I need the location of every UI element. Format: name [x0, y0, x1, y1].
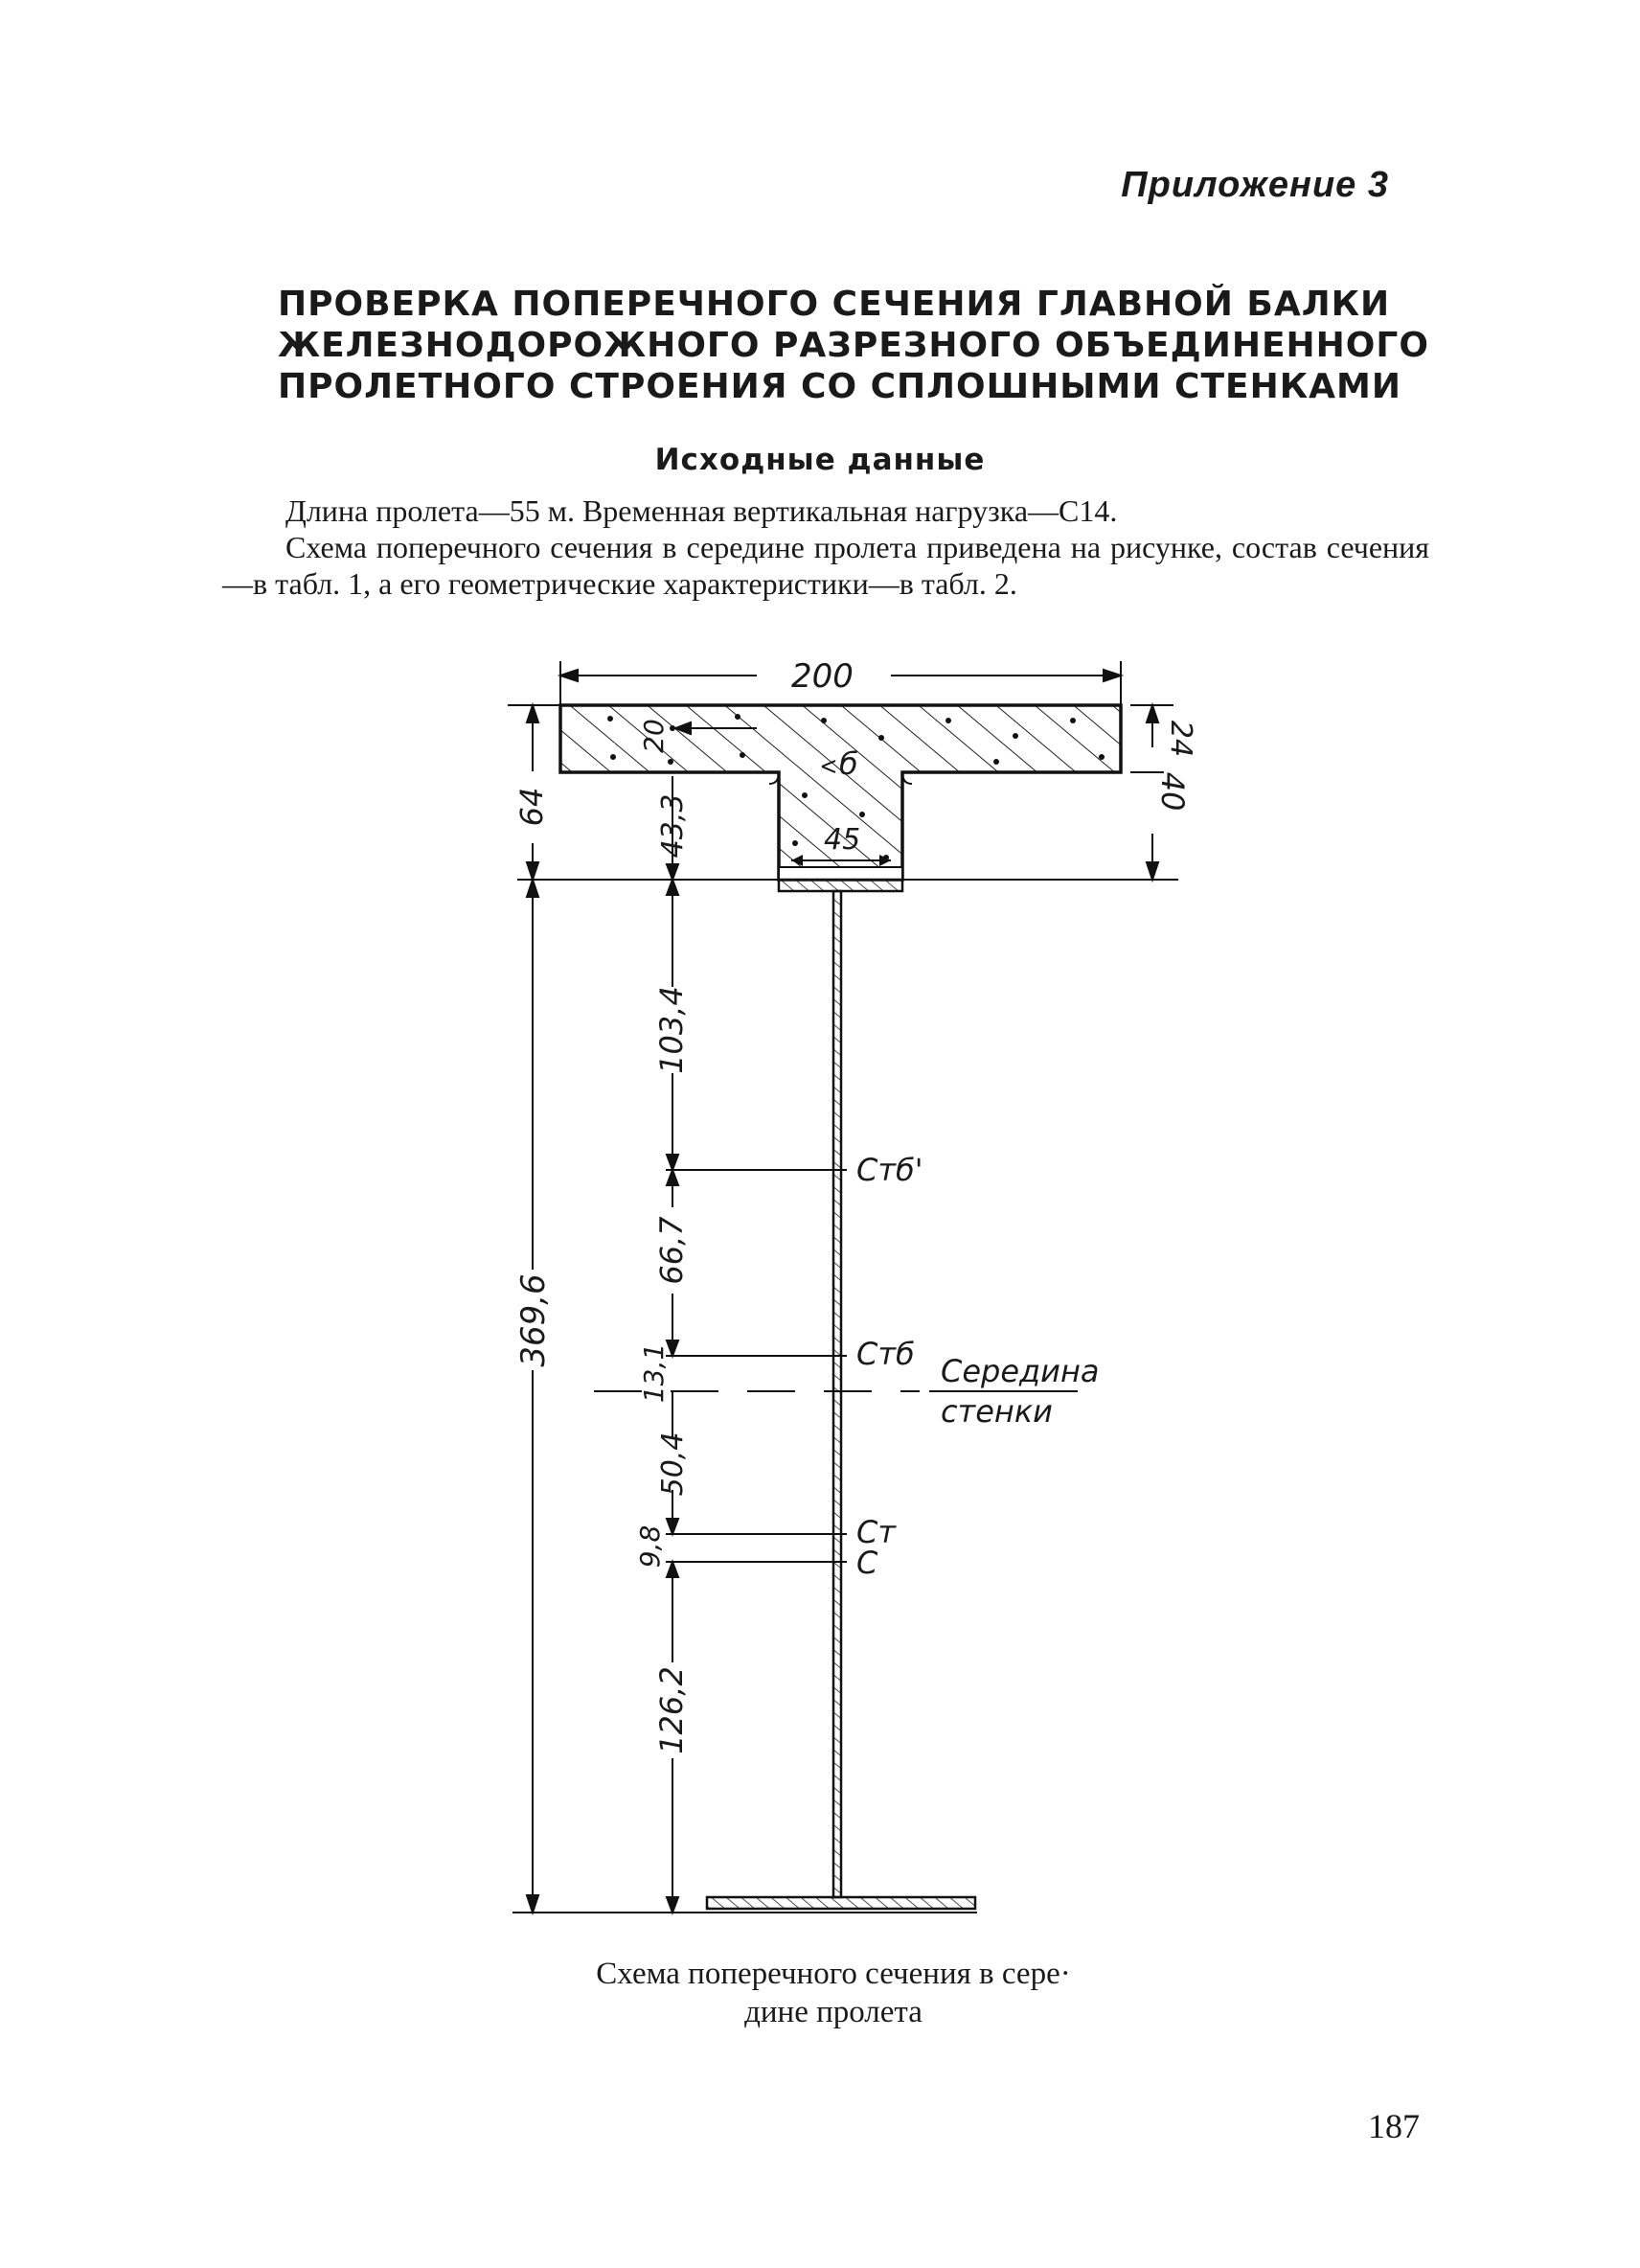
label-st: Ст [856, 1514, 896, 1550]
dim-d103: 103,4 [653, 986, 690, 1074]
label-stb-prime: Стб' [856, 1152, 923, 1188]
bottom-flange [707, 1897, 975, 1909]
dim-slab-width: 200 [791, 657, 854, 696]
dim-total-web: 369,6 [514, 1273, 553, 1367]
dim-d131: 13,1 [638, 1342, 670, 1404]
dim-d98: 9,8 [634, 1524, 666, 1569]
dim-slab-thickness: 24 [1164, 720, 1197, 758]
dim-d667: 66,7 [653, 1216, 690, 1285]
caption-line-1: Схема поперечного сечения в сере· [596, 1957, 1071, 1991]
dim-d504: 50,4 [656, 1432, 690, 1497]
label-stb: Стб [856, 1336, 915, 1372]
title-line-3: ПРОЛЕТНОГО СТРОЕНИЯ СО СПЛОШНЫМИ СТЕНКАМИ [278, 367, 1401, 406]
title-line-1: ПРОВЕРКА ПОПЕРЕЧНОГО СЕЧЕНИЯ ГЛАВНОЙ БАЛКИ [278, 285, 1391, 324]
label-mid-top: Середина [941, 1353, 1100, 1389]
dim-d20: 20 [638, 719, 670, 753]
steel-web [833, 891, 841, 1897]
figure-caption [479, 1955, 1188, 2031]
dim-rib-width: 45 [824, 823, 861, 857]
label-c: С [856, 1545, 878, 1581]
title-line-2: ЖЕЛЕЗНОДОРОЖНОГО РАЗРЕЗНОГО ОБЪЕДИНЕННОГО [278, 326, 1429, 365]
page-number: 187 [1368, 2107, 1420, 2145]
paragraph-scheme: Схема поперечного сечения в середине пролета приведена на рисунке, состав сечения—в табл. 1, а его геометрические характеристики—в табл. 2. [222, 530, 1429, 601]
appendix-label: Приложение 3 [1121, 165, 1389, 205]
dim-d43: 43,3 [656, 793, 690, 859]
dim-d1262: 126,2 [653, 1666, 690, 1754]
paragraph-span-load: Длина пролета—55 м. Временная вертикальная нагрузка—С14. [285, 493, 1118, 528]
dim-rib-height: 40 [1154, 771, 1191, 812]
dim-slab-total: 64 [513, 787, 550, 827]
label-b: б [839, 745, 858, 782]
caption-line-2: дине пролета [744, 1995, 922, 2029]
subtitle: Исходные данные [654, 443, 986, 477]
label-mid-bottom: стенки [941, 1393, 1053, 1430]
